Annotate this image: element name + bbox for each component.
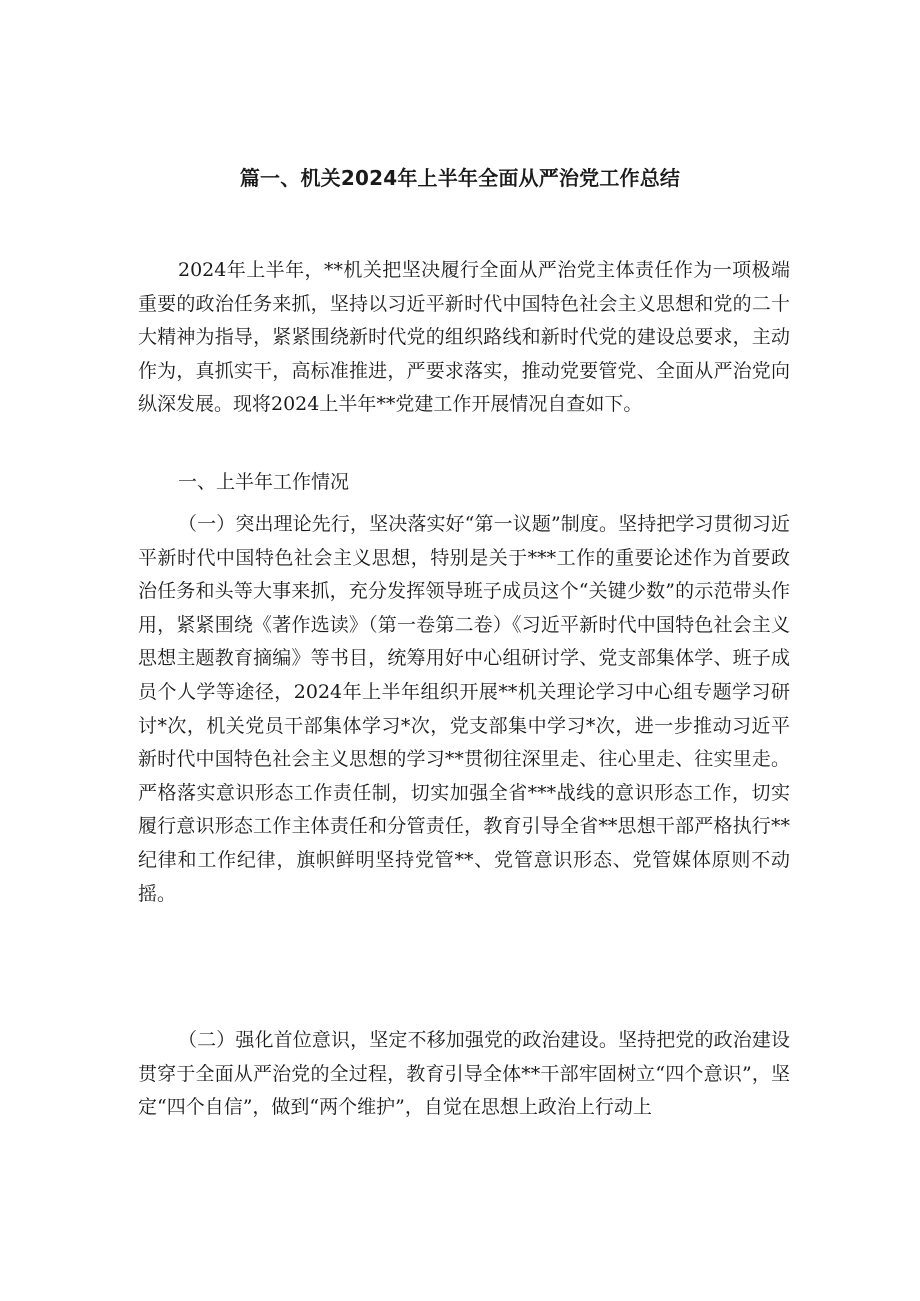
intro-paragraph: 2024年上半年，**机关把坚决履行全面从严治党主体责任作为一项极端重要的政治任务来抓，坚持以习近平新时代中国特色社会主义思想和党的二十大精神为指导，紧紧围绕新时代党的组织路线和新时代党的建设总要求，主动作为，真抓实干，高标准推进，严要求落实，推动党要管党、全面从严治党向纵深发展。现将2024上半年**党建工作开展情况自查如下。 [138, 259, 790, 416]
section-heading: 一、上半年工作情况 [178, 471, 350, 493]
paragraph-item-one: （一）突出理论先行，坚决落实好“第一议题”制度。坚持把学习贯彻习近平新时代中国特色社会主义思想，特别是关于***工作的重要论述作为首要政治任务和头等大事来抓，充分发挥领导班子成员这个“关键少数”的示范带头作用，紧紧围绕《著作选读》（第一卷第二卷）《习近平新时代中国特色社会主义思想主题教育摘编》等书目，统筹用好中心组研讨学、党支部集体学、班子成员个人学等途径，2024年上半年组织开展**机关理论学习中心组专题学习研讨*次，机关党员干部集体学习*次，党支部集中学习*次，进一步推动习近平新时代中国特色社会主义思想的学习**贯彻往深里走、往心里走、往实里走。严格落实意识形态工作责任制，切实加强全省***战线的意识形态工作，切实履行意识形态工作主体责任和分管责任，教育引导全省**思想干部严格执行**纪律和工作纪律，旗帜鲜明坚持党管**、党管意识形态、党管媒体原则不动摇。 [138, 513, 790, 905]
document-title: 篇一、机关2024年上半年全面从严治党工作总结 [239, 166, 681, 190]
paragraph-item-two: （二）强化首位意识，坚定不移加强党的政治建设。坚持把党的政治建设贯穿于全面从严治党的全过程，教育引导全体**干部牢固树立“四个意识”，坚定“四个自信”，做到“两个维护”，自觉在思想上政治上行动上 [138, 1029, 790, 1119]
